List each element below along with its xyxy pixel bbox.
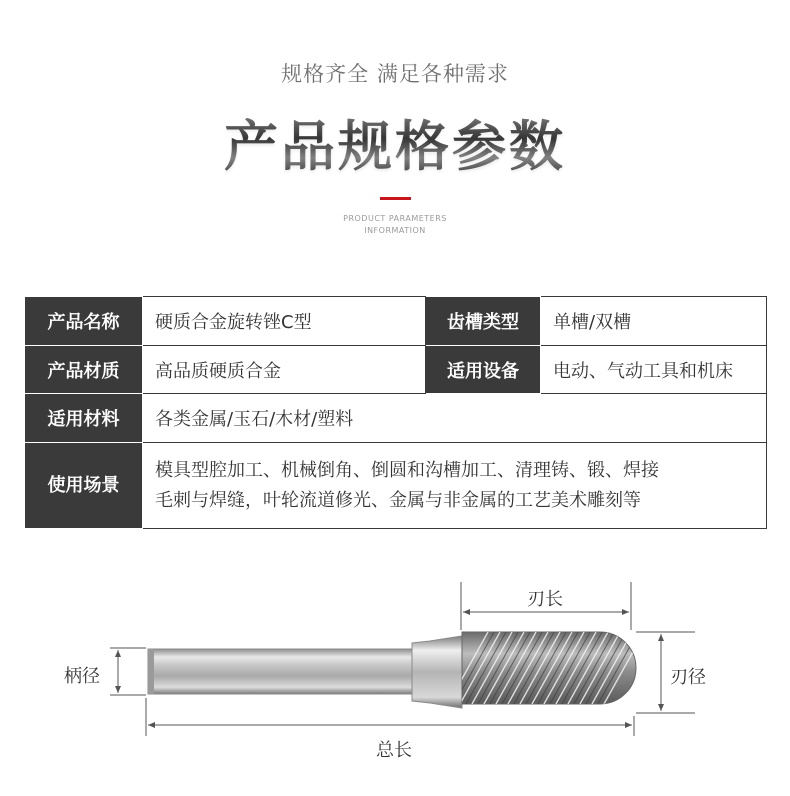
spec-label-material: 产品材质 — [25, 346, 143, 394]
burr-cutting-head — [448, 632, 644, 704]
subtitle: 规格齐全 满足各种需求 — [281, 62, 509, 86]
english-title-line1: PRODUCT PARAMETERS — [343, 214, 447, 223]
spec-value-usage — [143, 443, 767, 529]
spec-label-workpiece: 适用材料 — [25, 394, 143, 443]
spec-value-product-name: 硬质合金旋转锉C型 — [143, 297, 426, 346]
english-title-line2: INFORMATION — [364, 226, 426, 235]
spec-label-equipment: 适用设备 — [426, 346, 541, 394]
spec-label-product-name: 产品名称 — [25, 297, 143, 346]
spec-label-usage: 使用场景 — [25, 443, 143, 529]
spec-value-tooth-type: 单槽/双槽 — [541, 297, 767, 346]
page-title: 产品规格参数 — [0, 104, 790, 181]
total-length-label: 总长 — [376, 740, 412, 761]
shank-diameter-label: 柄径 — [64, 666, 100, 687]
spec-value-workpiece: 各类金属/玉石/木材/塑料 — [143, 394, 767, 443]
spec-table — [24, 296, 767, 529]
spec-row — [25, 297, 767, 346]
blade-diameter-label: 刃径 — [670, 667, 706, 688]
title-accent-bar — [380, 197, 411, 200]
spec-row — [25, 443, 767, 529]
usage-line-2: 毛刺与焊缝，叶轮流道修光、金属与非金属的工艺美术雕刻等 — [155, 489, 641, 511]
spec-value-equipment: 电动、气动工具和机床 — [541, 346, 767, 394]
spec-row — [25, 346, 767, 394]
burr-neck — [412, 636, 462, 708]
usage-line-1: 模具型腔加工、机械倒角、倒圆和沟槽加工、清理铸、锻、焊接 — [155, 459, 659, 481]
blade-length-label: 刃长 — [527, 589, 563, 610]
spec-row — [25, 394, 767, 443]
burr-shank — [148, 649, 414, 694]
spec-value-material: 高品质硬质合金 — [143, 346, 426, 394]
spec-label-tooth-type: 齿槽类型 — [426, 297, 541, 346]
